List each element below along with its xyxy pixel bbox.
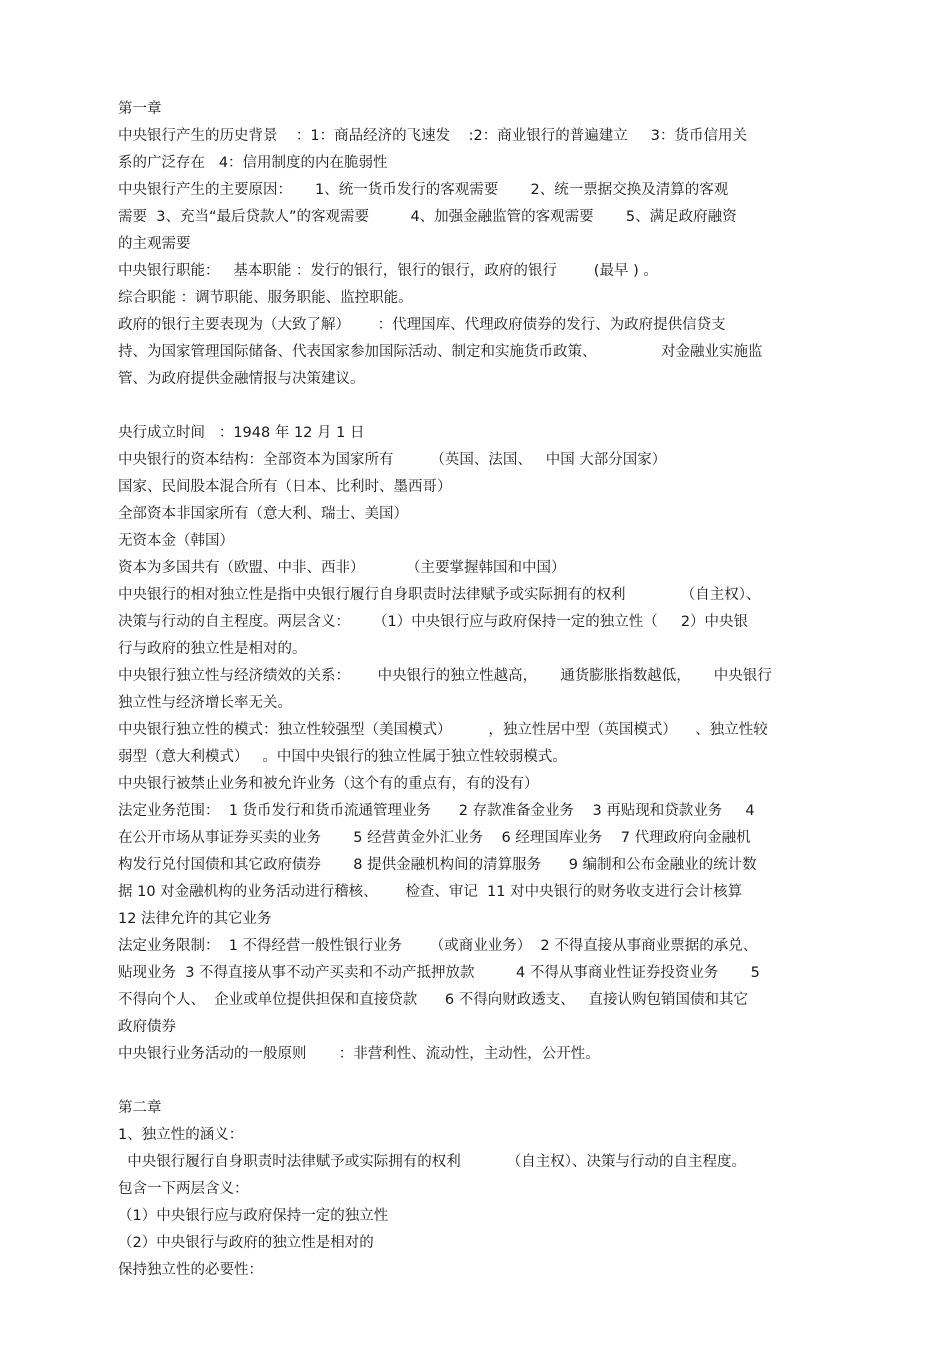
text-line: 国家、民间股本混合所有（日本、比利时、墨西哥） — [118, 479, 452, 495]
text-line: 法定业务限制： 1 不得经营一般性银行业务 （或商业业务） 2 不得直接从事商业票据的承兑、 — [118, 938, 758, 954]
text-line: 12 法律允许的其它业务 — [118, 911, 272, 927]
text-line: 综合职能 ：调节职能、服务职能、监控职能。 — [118, 290, 413, 306]
text-line: 据 10 对金融机构的业务活动进行稽核、 检查、审记 11 对中央银行的财务收支进行会计核算 — [118, 884, 743, 900]
text-line: 构发行兑付国债和其它政府债券 8 提供金融机构间的清算服务 9 编制和公布金融业的统计数 — [118, 857, 757, 873]
text-line: 政府债券 — [118, 1019, 176, 1035]
text-line: 需要 3、充当“最后贷款人”的客观需要 4、加强金融监管的客观需要 5、满足政府融资 — [118, 209, 737, 225]
text-line: 持、为国家管理国际储备、代表国家参加国际活动、制定和实施货币政策、 对金融业实施监 — [118, 344, 763, 360]
text-line: 弱型（意大利模式） 。中国中央银行的独立性属于独立性较弱模式。 — [118, 749, 567, 765]
paragraph-spacer — [118, 393, 830, 420]
text-line: 中央银行的资本结构：全部资本为国家所有 （英国、法国、 中国 大部分国家） — [118, 452, 667, 468]
text-line: 资本为多国共有（欧盟、中非、西非） （主要掌握韩国和中国） — [118, 560, 566, 576]
chapter-2-title: 第二章 — [118, 1100, 162, 1116]
text-line: （2）中央银行与政府的独立性是相对的 — [118, 1235, 374, 1251]
text-line: 央行成立时间 ：1948 年 12 月 1 日 — [118, 425, 365, 441]
text-line: 中央银行产生的主要原因： 1、统一货币发行的客观需要 2、统一票据交换及清算的客观 — [118, 182, 729, 198]
text-line: 中央银行的相对独立性是指中央银行履行自身职责时法律赋予或实际拥有的权利 （自主权）、 — [118, 587, 761, 603]
paragraph-spacer — [118, 1068, 830, 1095]
text-line: 中央银行独立性与经济绩效的关系： 中央银行的独立性越高， 通货膨胀指数越低， 中央银行 — [118, 668, 772, 684]
chapter-1-section-b — [118, 420, 830, 1068]
text-line: （1）中央银行应与政府保持一定的独立性 — [118, 1208, 389, 1224]
text-line: 决策与行动的自主程度。两层含义： （1）中央银行应与政府保持一定的独立性（ 2）中央银 — [118, 614, 749, 630]
text-line: 保持独立性的必要性： — [118, 1262, 263, 1278]
text-line: 系的广泛存在 4：信用制度的内在脆弱性 — [118, 155, 388, 171]
text-line: 贴现业务 3 不得直接从事不动产买卖和不动产抵押放款 4 不得从事商业性证券投资业务 5 — [118, 965, 760, 981]
text-line: 中央银行职能： 基本职能 ：发行的银行，银行的银行，政府的银行 (最早 ) 。 — [118, 263, 658, 279]
text-line: 管、为政府提供金融情报与决策建议。 — [118, 371, 365, 387]
chapter-1-title: 第一章 — [118, 101, 162, 117]
text-line: 独立性与经济增长率无关。 — [118, 695, 292, 711]
text-line: 政府的银行主要表现为（大致了解） ：代理国库、代理政府债券的发行、为政府提供信贷支 — [118, 317, 726, 333]
text-line: 中央银行被禁止业务和被允许业务（这个有的重点有，有的没有） — [118, 776, 539, 792]
text-line: 包含一下两层含义： — [118, 1181, 249, 1197]
text-line: 在公开市场从事证券买卖的业务 5 经营黄金外汇业务 6 经理国库业务 7 代理政府向金融机 — [118, 830, 751, 846]
document-page — [118, 96, 830, 1284]
text-line: 无资本金（韩国） — [118, 533, 234, 549]
text-line: 不得向个人、 企业或单位提供担保和直接贷款 6 不得向财政透支、 直接认购包销国债和其它 — [118, 992, 749, 1008]
text-line: 全部资本非国家所有（意大利、瑞士、美国） — [118, 506, 408, 522]
text-line: 行与政府的独立性是相对的。 — [118, 641, 307, 657]
text-line: 中央银行业务活动的一般原则 ：非营利性、流动性，主动性，公开性。 — [118, 1046, 600, 1062]
text-line: 中央银行履行自身职责时法律赋予或实际拥有的权利 （自主权）、决策与行动的自主程度。 — [118, 1154, 747, 1170]
chapter-2-section — [118, 1122, 830, 1284]
text-line: 中央银行产生的历史背景 ：1：商品经济的飞速发 :2：商业银行的普遍建立 3：货币信用关 — [118, 128, 747, 144]
text-line: 1、独立性的涵义： — [118, 1127, 244, 1143]
text-line: 的主观需要 — [118, 236, 191, 252]
text-line: 中央银行独立性的模式：独立性较强型（美国模式） ，独立性居中型（英国模式） 、独立性较 — [118, 722, 768, 738]
chapter-1-section-a — [118, 123, 830, 393]
text-line: 法定业务范围： 1 货币发行和货币流通管理业务 2 存款准备金业务 3 再贴现和贷款业务 4 — [118, 803, 755, 819]
